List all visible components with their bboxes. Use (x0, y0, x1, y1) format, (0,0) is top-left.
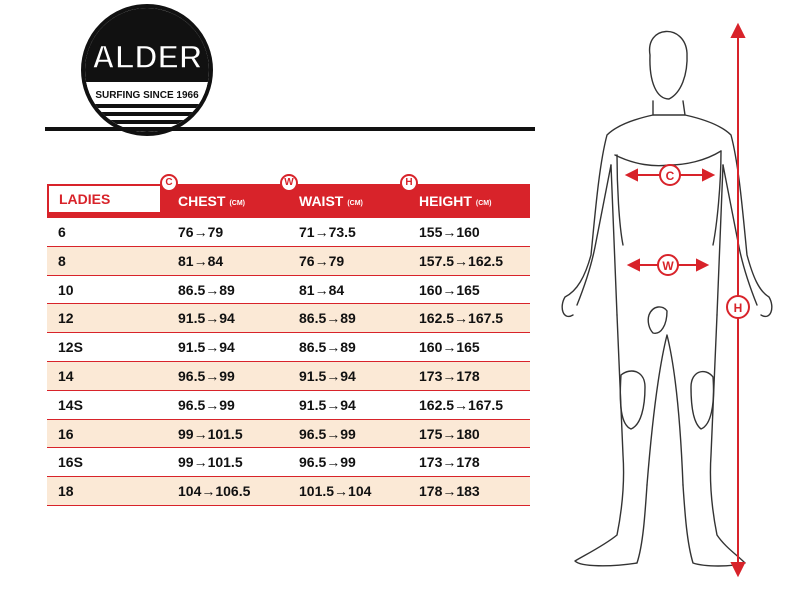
waist-cell: 91.5→94 (299, 367, 356, 384)
size-cell: 10 (58, 281, 74, 298)
chest-cell: 96.5→99 (178, 396, 235, 413)
chest-label: CHEST (178, 193, 226, 209)
size-chart-table (47, 177, 530, 506)
chest-cell: 104→106.5 (178, 483, 251, 500)
size-cell: 14S (58, 396, 83, 413)
size-cell: 12S (58, 339, 83, 356)
chest-badge: C (160, 174, 178, 192)
waist-column-header (299, 184, 363, 221)
height-cell: 162.5→167.5 (419, 310, 504, 327)
height-marker-label: H (733, 301, 743, 315)
head-outline (650, 31, 688, 99)
height-cell: 173→178 (419, 367, 480, 384)
height-cell: 155→160 (419, 224, 480, 240)
table-row (47, 304, 530, 333)
chest-cell: 99→101.5 (178, 425, 243, 442)
size-cell: 16S (58, 454, 83, 471)
size-cell: 8 (58, 252, 66, 269)
size-cell: 12 (58, 310, 74, 327)
chest-cell: 86.5→89 (178, 281, 235, 298)
table-row (47, 391, 530, 420)
height-unit: (CM) (475, 200, 492, 207)
logo-brand: ALDER (91, 39, 203, 75)
chest-cell: 81→84 (178, 252, 224, 269)
chest-cell: 99→101.5 (178, 454, 243, 471)
chest-column-header (178, 184, 245, 221)
height-cell: 157.5→162.5 (419, 252, 504, 269)
table-row (47, 448, 530, 477)
table-row (47, 333, 530, 362)
waist-cell: 71→73.5 (299, 224, 356, 240)
size-cell: 6 (58, 224, 66, 240)
height-cell: 160→165 (419, 281, 480, 298)
waist-cell: 86.5→89 (299, 310, 356, 327)
table-row (47, 276, 530, 305)
size-cell: 14 (58, 367, 74, 384)
logo-tagline: SURFING SINCE 1966 (95, 90, 199, 101)
table-row (47, 420, 530, 449)
height-label: HEIGHT (419, 193, 472, 209)
height-cell: 178→183 (419, 483, 480, 500)
table-row (47, 362, 530, 391)
waist-unit: (CM) (347, 200, 363, 207)
chest-unit: (CM) (229, 200, 246, 207)
waist-cell: 86.5→89 (299, 339, 356, 356)
chest-cell: 91.5→94 (178, 310, 235, 327)
height-column-header (419, 184, 491, 221)
height-cell: 175→180 (419, 425, 480, 442)
header-divider (45, 127, 535, 131)
table-row (47, 477, 530, 506)
waist-cell: 96.5→99 (299, 454, 356, 471)
waist-marker-label: W (662, 259, 674, 273)
waist-cell: 76→79 (299, 252, 345, 269)
chest-marker-label: C (665, 169, 675, 183)
table-row (47, 218, 530, 247)
table-header (47, 177, 530, 218)
height-cell: 162.5→167.5 (419, 396, 504, 413)
chest-cell: 76→79 (178, 224, 224, 240)
table-row (47, 247, 530, 276)
waist-badge: W (280, 174, 298, 192)
waist-cell: 81→84 (299, 281, 345, 298)
waist-cell: 101.5→104 (299, 483, 372, 500)
wetsuit-figure-illustration (545, 15, 795, 605)
height-cell: 160→165 (419, 339, 480, 356)
chest-cell: 96.5→99 (178, 367, 235, 384)
height-badge: H (400, 174, 418, 192)
waist-cell: 91.5→94 (299, 396, 356, 413)
size-column-header: LADIES (47, 184, 162, 214)
size-cell: 18 (58, 483, 74, 500)
height-cell: 173→178 (419, 454, 480, 471)
size-cell: 16 (58, 425, 74, 442)
waist-label: WAIST (299, 193, 344, 209)
waist-cell: 96.5→99 (299, 425, 356, 442)
chest-cell: 91.5→94 (178, 339, 235, 356)
alder-logo (79, 2, 215, 138)
